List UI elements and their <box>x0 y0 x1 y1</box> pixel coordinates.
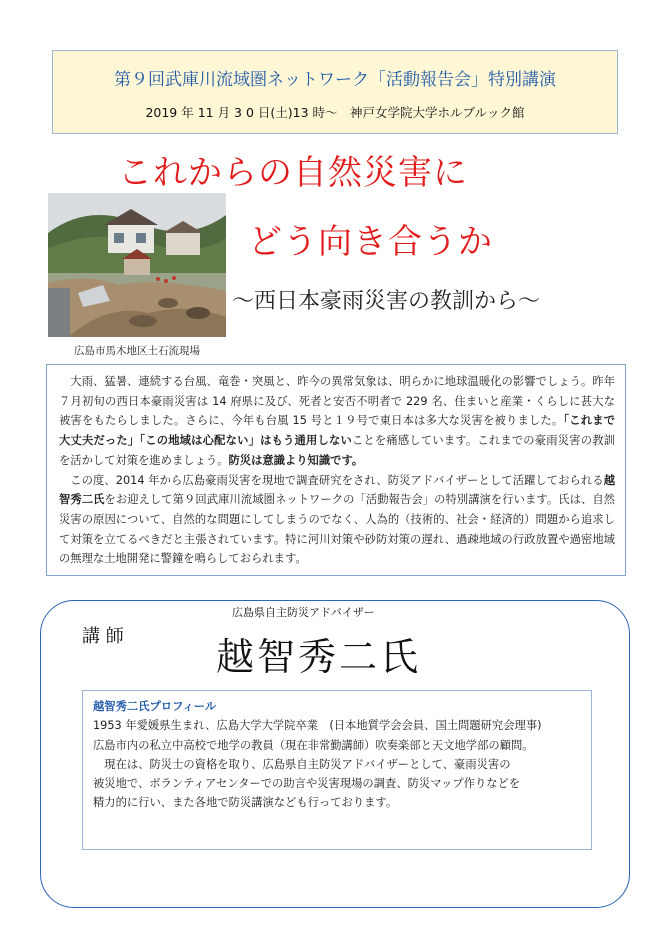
speaker-role: 広島県自主防災アドバイザー <box>232 606 375 619</box>
profile-line: 精力的に行い、また各地で防災講演なども行っております。 <box>93 796 398 810</box>
landslide-scene-image <box>48 193 226 337</box>
profile-title: 越智秀二氏プロフィール <box>93 700 217 713</box>
event-title: 第９回武庫川流域圏ネットワーク「活動報告会」特別講演 <box>114 70 556 90</box>
event-header-box <box>52 50 618 134</box>
intro-text: 大雨、猛暑、連続する台風、竜巻・突風と、昨今の異常気象は、明らかに地球温暖化の影響でしょう。昨年７月初旬の西日本豪雨災害は 14 府県に及び、死者と安否不明者で 229 名、住まいと産業・くらしに甚大な被害をもたらしました。さらに、今年も台風 15 号と１９号で東日本は多大な災害を被りました。 <box>59 375 615 428</box>
event-date-venue: 2019 年 11 月 3 0 日(土)13 時～ 神戸女学院大学ホルブルック館 <box>145 105 525 120</box>
intro-text: この度、2014 年から広島豪雨災害を現地で調査研究をされ、防災アドバイザーとして活躍しておられる <box>70 473 604 487</box>
profile-line: 現在は、防災士の資格を取り、広島県自主防災アドバイザーとして、豪雨災害の <box>104 757 511 771</box>
intro-paragraph-1 <box>59 372 615 471</box>
speaker-name: 越智秀二氏 <box>216 635 422 679</box>
main-title-line1: これからの自然災害に <box>118 153 468 193</box>
lecturer-label: 講 師 <box>82 626 124 647</box>
profile-box <box>82 690 592 850</box>
intro-emphasis: 越智秀二氏 <box>59 473 615 507</box>
intro-text-box <box>46 364 626 576</box>
main-subtitle: ～西日本豪雨災害の教訓から～ <box>232 289 541 314</box>
intro-text: をお迎えして第９回武庫川流域圏ネットワークの「活動報告会」の特別講演を行います。氏は、自然災害の原因について、自然的な問題にしてしまうのでなく、人為的（技術的、社会・経済的）問題から追求して対策を立てるべきだと主張されています。特に河川対策や砂防対策の遅れ、過疎地域の行政放置や過密地域の無理な土地開発に警鐘を鳴らしておられます。 <box>59 493 615 566</box>
intro-emphasis: 防災は意識より知識です。 <box>228 453 364 467</box>
intro-text: ことを痛感しています。これまでの豪雨災害の教訓を活かして対策を進めましょう。 <box>59 434 615 467</box>
profile-line: 1953 年愛媛県生まれ、広島大学大学院卒業 (日本地質学会会員、国土問題研究会理事) <box>93 719 542 733</box>
profile-line: 被災地で、ボランティアセンターでの助言や災害現場の調査、防災マップ作りなどを <box>93 777 521 791</box>
intro-emphasis: 「これまで大丈夫だった」「この地域は心配ない」はもう通用しない <box>59 414 616 448</box>
main-title-line2: どう向き合うか <box>248 222 493 262</box>
profile-line: 広島市内の私立中高校で地学の教員（現在非常勤講師）吹奏楽部と天文地学部の顧問。 <box>93 738 534 752</box>
photo-caption: 広島市馬木地区土石流現場 <box>74 345 200 357</box>
intro-paragraph-2 <box>59 471 615 570</box>
disaster-site-photo <box>48 193 226 337</box>
